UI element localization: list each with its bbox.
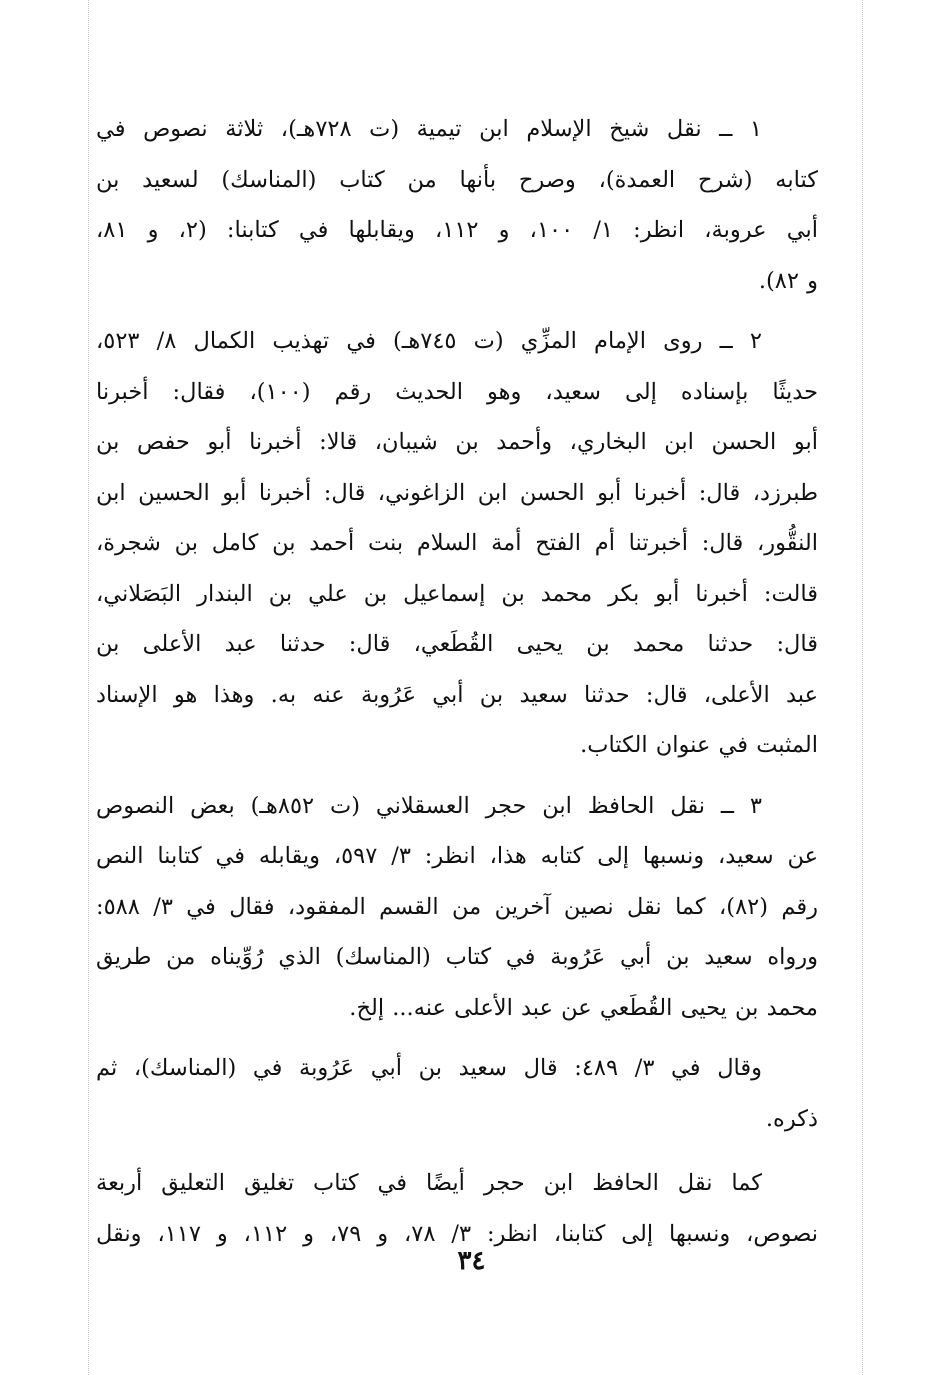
text-line: حديثًا بإسناده إلى سعيد، وهو الحديث رقم (١٠٠)، فقال: أخبرنا <box>96 378 818 405</box>
text-line: طبرزد، قال: أخبرنا أبو الحسن ابن الزاغوني، قال: أخبرنا أبو الحسين ابن <box>96 479 818 506</box>
text-line: أبي عروبة، انظر: ١/ ١٠٠، و ١١٢، ويقابلها في كتابنا: (٢، و ٨١، <box>96 217 818 243</box>
text-line: عن سعيد، ونسبها إلى كتابه هذا، انظر: ٣/ ٥٩٧، ويقابله في كتابنا النص <box>96 843 818 869</box>
scan-guide-right <box>862 0 863 1375</box>
paragraph-note-3 <box>96 781 818 1034</box>
text-line: كتابه (شرح العمدة)، وصرح بأنها من كتاب (المناسك) لسعيد بن <box>96 166 818 193</box>
text-line: وقال في ٣/ ٤٨٩: قال سعيد بن أبي عَرُوبة في (المناسك)، ثم <box>96 1055 763 1081</box>
text-line: رقم (٨٢)، كما نقل نصين آخرين من القسم المفقود، فقال في ٣/ ٥٨٨: <box>96 893 818 920</box>
text-line: عبد الأعلى، قال: حدثنا سعيد بن أبي عَرُوبة عنه به. وهذا هو الإسناد <box>96 681 818 708</box>
text-line: ٢ ــ روى الإمام المزِّي (ت ٧٤٥هـ) في تهذيب الكمال ٨/ ٥٢٣، <box>96 328 763 354</box>
paragraph-note-1 <box>96 104 818 306</box>
page-body <box>96 104 818 1259</box>
text-line: ذكره. <box>765 1105 818 1132</box>
paragraph-note-2 <box>96 316 818 771</box>
scan-guide-left <box>88 0 89 1375</box>
text-line: و ٨٢). <box>758 267 818 294</box>
text-line: قالت: أخبرنا أبو بكر محمد بن إسماعيل بن علي بن البندار البَصَلاني، <box>96 580 818 607</box>
text-line: ١ ــ نقل شيخ الإسلام ابن تيمية (ت ٧٢٨هـ)، ثلاثة نصوص في <box>96 116 762 142</box>
page-number: ٣٤ <box>457 1246 486 1276</box>
paragraph-note-5 <box>96 1158 818 1259</box>
text-line: النقُّور، قال: أخبرتنا أم الفتح أمة السلام بنت أحمد بن كامل بن شجرة، <box>96 530 818 556</box>
paragraph-note-4 <box>96 1043 818 1144</box>
text-line: نصوص، ونسبها إلى كتابنا، انظر: ٣/ ٧٨، و ٧٩، و ١١٢، و ١١٧، ونقل <box>96 1220 818 1247</box>
text-line: المثبت في عنوان الكتاب. <box>580 732 818 758</box>
text-line: ٣ ــ نقل الحافظ ابن حجر العسقلاني (ت ٨٥٢هـ) بعض النصوص <box>96 792 762 819</box>
text-line: قال: حدثنا محمد بن يحيى القُطَعي، قال: حدثنا عبد الأعلى بن <box>96 631 818 657</box>
text-line: محمد بن يحيى القُطَعي عن عبد الأعلى عنه... إلخ. <box>349 994 818 1021</box>
text-line: أبو الحسن ابن البخاري، وأحمد بن شيبان، قالا: أخبرنا أبو حفص بن <box>96 429 818 455</box>
text-line: كما نقل الحافظ ابن حجر أيضًا في كتاب تغليق التعليق أربعة <box>96 1170 762 1196</box>
text-line: ورواه سعيد بن أبي عَرُوبة في كتاب (المناسك) الذي رُوِّيناه من طريق <box>96 944 818 970</box>
